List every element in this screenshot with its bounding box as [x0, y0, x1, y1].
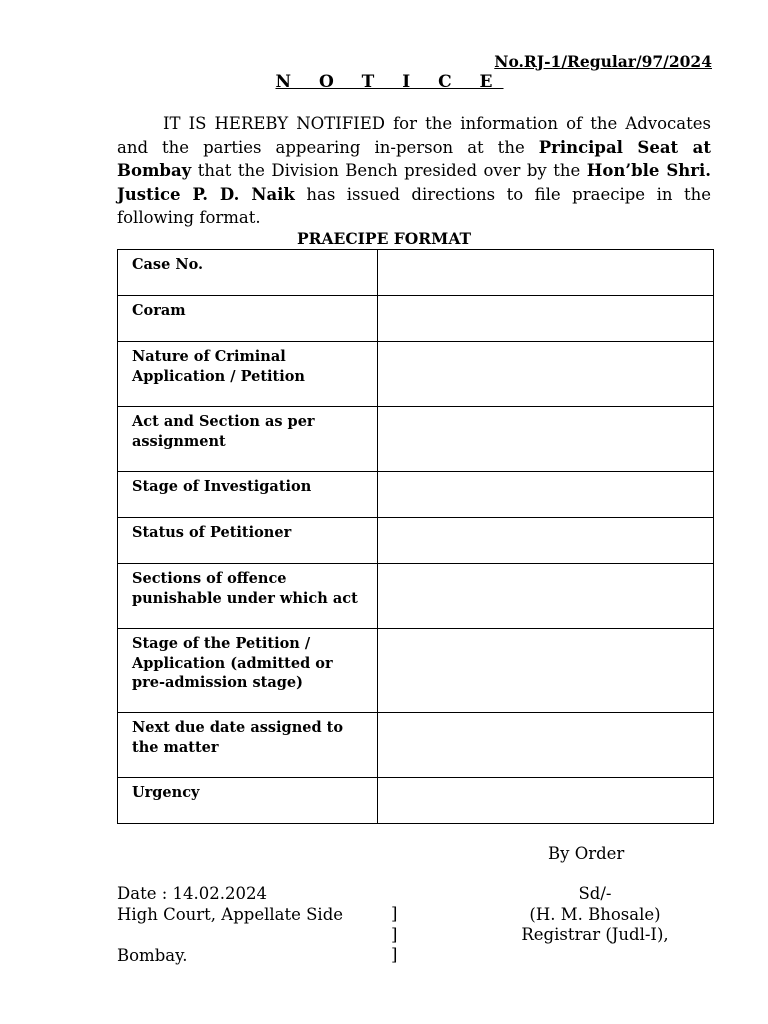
row-label-case-no: Case No. — [118, 250, 378, 296]
praecipe-table — [117, 249, 714, 824]
row-label-sections-offence: Sections of offence punishable under which act — [118, 564, 378, 629]
footer-signature-block — [500, 884, 690, 946]
footer-spacer — [117, 925, 343, 946]
notice-paragraph — [117, 112, 711, 230]
row-value-stage-petition — [378, 629, 714, 713]
footer-designation: Registrar (Judl-I), — [521, 925, 669, 944]
row-label-stage-petition: Stage of the Petition / Application (admitted or pre-admission stage) — [118, 629, 378, 713]
row-label-stage-investigation: Stage of Investigation — [118, 472, 378, 518]
row-value-next-due-date — [378, 713, 714, 778]
table-row — [118, 518, 714, 564]
notice-lead: IT IS HEREBY NOTIFIED — [163, 114, 385, 133]
footer-brackets — [391, 904, 397, 966]
row-value-stage-investigation — [378, 472, 714, 518]
table-row — [118, 564, 714, 629]
footer-sd: Sd/- — [578, 884, 612, 903]
footer-bracket-2: ] — [391, 924, 398, 944]
row-value-sections-offence — [378, 564, 714, 629]
footer-signatory: (H. M. Bhosale) — [529, 904, 661, 924]
reference-number: No.RJ-1/Regular/97/2024 — [494, 52, 712, 71]
notice-text-2: that the Division Bench presided over by the — [191, 161, 587, 180]
footer-date: Date : 14.02.2024 — [117, 884, 267, 903]
row-value-nature — [378, 342, 714, 407]
row-label-urgency: Urgency — [118, 778, 378, 824]
footer-court: High Court, Appellate Side — [117, 904, 344, 924]
notice-text-1: for the information of the Advocates and the parties appearing in-person at the — [117, 114, 711, 157]
row-label-act-section: Act and Section as per assignment — [118, 407, 378, 472]
by-order-label: By Order — [548, 844, 625, 863]
table-row — [118, 296, 714, 342]
notice-bold-justice: Hon’ble Shri. Justice P. D. Naik — [117, 161, 711, 204]
notice-bold-seat: Principal Seat at Bombay — [117, 137, 711, 180]
row-label-coram: Coram — [118, 296, 378, 342]
footer-left-block — [117, 884, 343, 966]
table-row — [118, 472, 714, 518]
row-value-status-petitioner — [378, 518, 714, 564]
row-value-urgency — [378, 778, 714, 824]
row-value-act-section — [378, 407, 714, 472]
footer-bracket-3: ] — [391, 945, 398, 964]
praecipe-format-title: PRAECIPE FORMAT — [296, 229, 472, 248]
table-row — [118, 407, 714, 472]
row-value-case-no — [378, 250, 714, 296]
table-row — [118, 342, 714, 407]
footer-bracket-1: ] — [391, 904, 398, 923]
table-row — [118, 250, 714, 296]
row-label-nature: Nature of Criminal Application / Petition — [118, 342, 378, 407]
notice-title: N O T I C E — [275, 72, 504, 92]
table-row — [118, 778, 714, 824]
row-value-coram — [378, 296, 714, 342]
table-row — [118, 713, 714, 778]
notice-text-3: has issued directions to file praecipe in the following format. — [117, 184, 711, 227]
row-label-next-due-date: Next due date assigned to the matter — [118, 713, 378, 778]
table-row — [118, 629, 714, 713]
row-label-status-petitioner: Status of Petitioner — [118, 518, 378, 564]
footer-city: Bombay. — [117, 945, 188, 965]
